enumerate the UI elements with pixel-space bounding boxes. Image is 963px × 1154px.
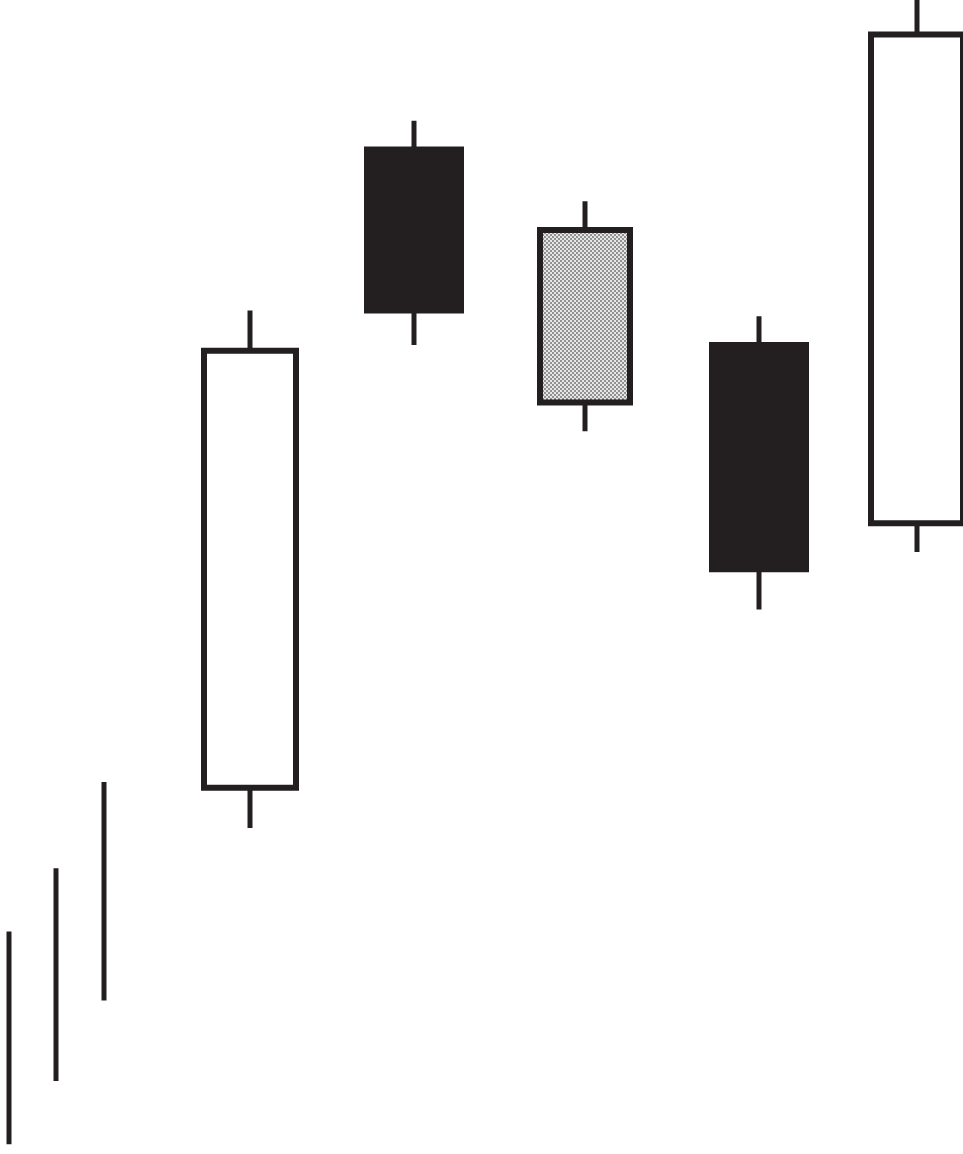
candle-4-body: [204, 351, 296, 788]
candle-5: [367, 121, 461, 345]
candle-6: [540, 201, 630, 431]
candle-8: [871, 0, 963, 552]
candle-8-body: [871, 35, 963, 524]
candle-4: [204, 311, 296, 829]
candle-5-body: [367, 150, 461, 311]
candles-layer: [9, 0, 963, 1144]
candle-6-body: [540, 230, 630, 403]
candle-7-body: [712, 345, 806, 569]
candle-7: [712, 316, 806, 609]
